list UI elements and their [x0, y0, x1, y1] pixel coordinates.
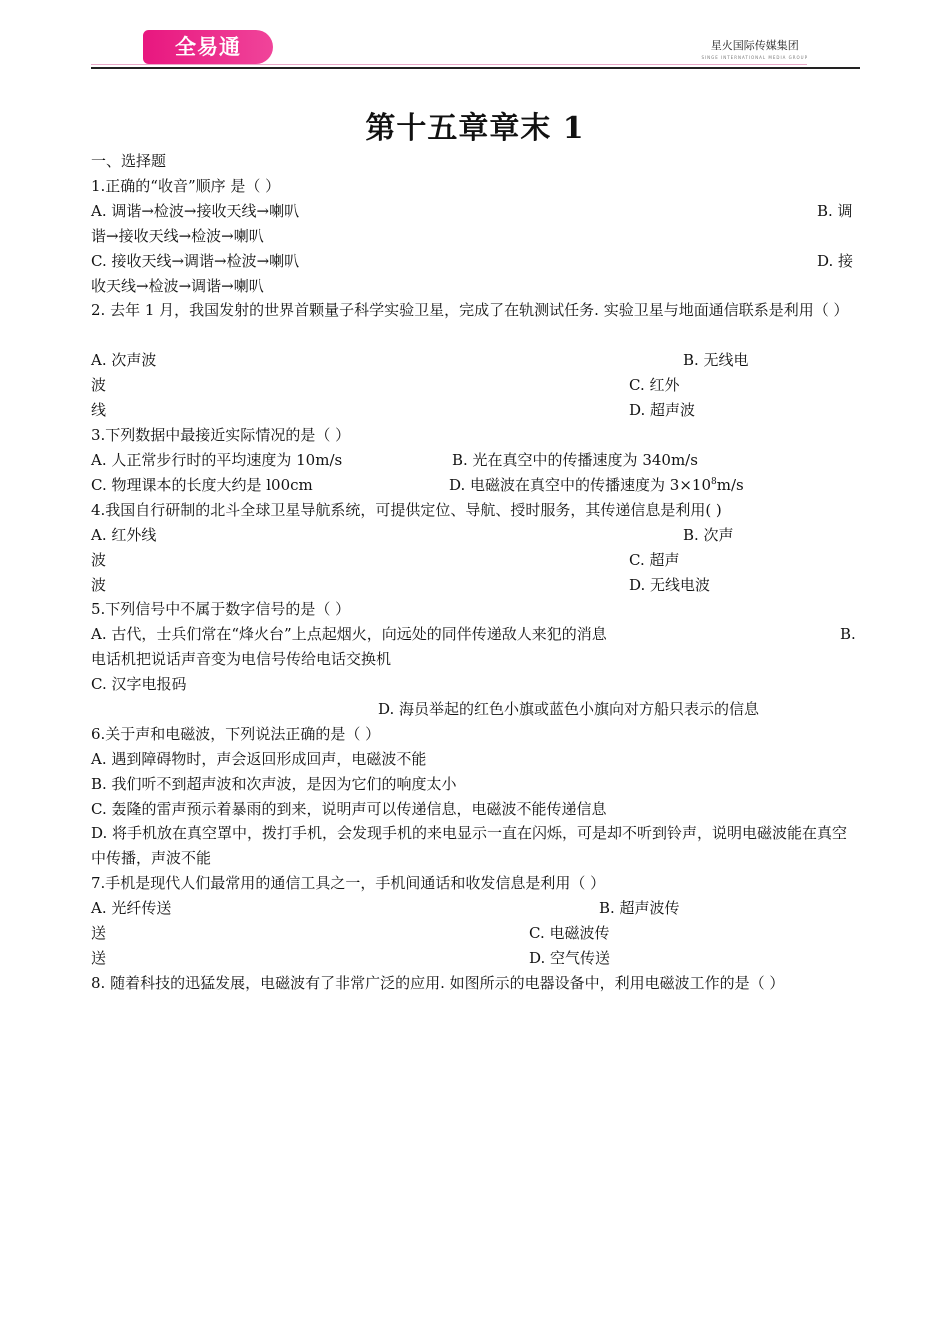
header-accent-rule	[91, 64, 807, 65]
q4-option-b-part2: 波	[91, 551, 107, 569]
q2-option-c-part1: C. 红外	[629, 376, 680, 394]
q7-option-c-part1: C. 电磁波传	[529, 924, 610, 942]
q7-option-b-part2: 送	[91, 924, 107, 942]
q2-option-b-part1: B. 无线电	[683, 351, 749, 369]
q3-option-d	[449, 475, 744, 495]
q2-option-d: D. 超声波	[629, 401, 696, 419]
header-rule	[91, 67, 860, 69]
q8-stem: 8. 随着科技的迅猛发展，电磁波有了非常广泛的应用. 如图所示的电器设备中，利用电磁波工作的是（ ）	[91, 974, 785, 992]
q1-option-b-part2: 谐→接收天线→检波→喇叭	[91, 227, 264, 245]
q5-stem: 5.下列信号中不属于数字信号的是（ ）	[91, 600, 351, 618]
q3-option-d-exponent: 8	[711, 477, 717, 487]
q3-option-a: A. 人正常步行时的平均速度为 10m/s	[91, 451, 343, 469]
page-title: 第十五章章末 1	[365, 111, 585, 146]
q3-option-d-text: D. 电磁波在真空中的传播速度为 3×10	[449, 476, 711, 494]
q7-stem: 7.手机是现代人们最常用的通信工具之一，手机间通话和收发信息是利用（ ）	[91, 874, 606, 892]
publisher-subtitle: SINGE INTERNATIONAL MEDIA GROUP	[701, 55, 808, 60]
q7-option-b-part1: B. 超声波传	[599, 899, 680, 917]
q6-option-b: B. 我们听不到超声波和次声波，是因为它们的响度太小	[91, 775, 457, 793]
q3-option-d-unit: m/s	[716, 476, 744, 494]
section-heading: 一、选择题	[91, 152, 167, 170]
q7-option-a: A. 光纤传送	[91, 899, 172, 917]
q7-option-c-part2: 送	[91, 949, 107, 967]
q1-option-d-part1: D. 接	[817, 252, 854, 270]
q4-stem: 4.我国自行研制的北斗全球卫星导航系统，可提供定位、导航、授时服务，其传递信息是利用( )	[91, 501, 722, 519]
q4-option-b-part1: B. 次声	[683, 526, 734, 544]
q2-stem: 2. 去年 1 月，我国发射的世界首颗量子科学实验卫星，完成了在轨测试任务. 实验卫星与地面通信联系是利用（ ）	[91, 301, 849, 319]
q6-option-a: A. 遇到障碍物时，声会返回形成回声，电磁波不能	[91, 750, 427, 768]
q6-option-c: C. 轰隆的雷声预示着暴雨的到来，说明声可以传递信息，电磁波不能传递信息	[91, 800, 607, 818]
q3-stem: 3.下列数据中最接近实际情况的是（ ）	[91, 426, 351, 444]
publisher-brand	[701, 37, 808, 60]
q7-option-d: D. 空气传送	[529, 949, 611, 967]
publisher-name: 星火国际传媒集团	[710, 39, 799, 52]
q4-option-c-part1: C. 超声	[629, 551, 680, 569]
q5-option-d: D. 海员举起的红色小旗或蓝色小旗向对方船只表示的信息	[378, 700, 760, 718]
q1-option-d-part2: 收天线→检波→调谐→喇叭	[91, 277, 264, 295]
q2-option-b-part2: 波	[91, 376, 107, 394]
q4-option-a: A. 红外线	[91, 526, 157, 544]
q2-option-c-part2: 线	[91, 401, 107, 419]
q3-option-c: C. 物理课本的长度大约是 l00cm	[91, 476, 313, 494]
q5-option-a: A. 古代，士兵们常在“烽火台”上点起烟火，向远处的同伴传递敌人来犯的消息	[91, 625, 607, 643]
q1-option-c: C. 接收天线→调谐→检波→喇叭	[91, 252, 300, 270]
q5-option-b-part1: B.	[840, 625, 856, 643]
q1-stem: 1.正确的“收音”顺序 是（ ）	[91, 177, 281, 195]
q6-option-d: D. 将手机放在真空罩中，拨打手机，会发现手机的来电显示一直在闪烁，可是却不听到铃声，说明电磁波能在真空中传播，声波不能	[91, 824, 848, 867]
brand-logo: 全易通	[143, 30, 273, 64]
q6-stem: 6.关于声和电磁波，下列说法正确的是（ ）	[91, 725, 381, 743]
q4-option-d: D. 无线电波	[629, 576, 711, 594]
q3-option-b: B. 光在真空中的传播速度为 340m/s	[452, 451, 698, 469]
q4-option-c-part2: 波	[91, 576, 107, 594]
q2-option-a: A. 次声波	[91, 351, 157, 369]
q5-option-b-part2: 电话机把说话声音变为电信号传给电话交换机	[91, 650, 392, 668]
page-header	[91, 28, 860, 68]
q1-option-a: A. 调谐→检波→接收天线→喇叭	[91, 202, 300, 220]
q5-option-c: C. 汉字电报码	[91, 675, 187, 693]
q1-option-b-part1: B. 调	[817, 202, 853, 220]
